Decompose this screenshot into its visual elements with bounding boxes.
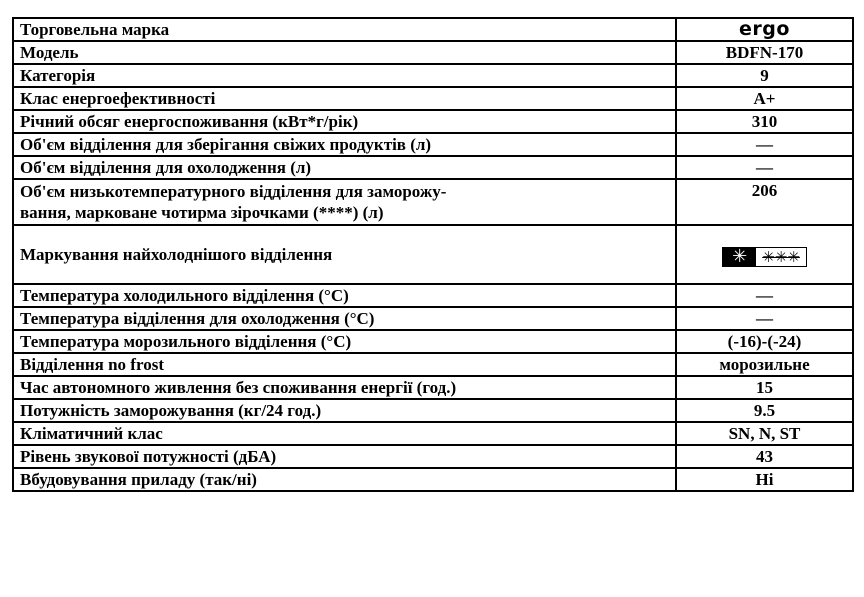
row-value: — [676,156,853,179]
row-value: — [676,307,853,330]
frozen-volume-label [13,179,676,225]
row-label: Температура холодильного відділення (°C) [13,284,676,307]
row-value: 9 [676,64,853,87]
ergo-logo: ergo [739,18,790,40]
row-label: Температура морозильного відділення (°C) [13,330,676,353]
table-row [13,41,853,64]
row-label: Потужність заморожування (кг/24 год.) [13,399,676,422]
row-label: Об'єм відділення для зберігання свіжих продуктів (л) [13,133,676,156]
row-label: Температура відділення для охолодження (°C) [13,307,676,330]
row-label: Клас енергоефективності [13,87,676,110]
table-row [13,353,853,376]
row-value: 9.5 [676,399,853,422]
table-row [13,399,853,422]
row-value: — [676,284,853,307]
table-row [13,225,853,284]
table-row [13,284,853,307]
table-row [13,468,853,491]
frozen-volume-label-line1: Об'єм низькотемпературного відділення для заморожу- [20,182,447,201]
row-value: (-16)-(-24) [676,330,853,353]
row-label: Об'єм відділення для охолодження (л) [13,156,676,179]
coldest-mark-value [676,225,853,284]
table-row [13,133,853,156]
frozen-volume-value: 206 [676,179,853,225]
table-row [13,87,853,110]
row-value: Ні [676,468,853,491]
row-value: A+ [676,87,853,110]
row-label: Річний обсяг енергоспоживання (кВт*г/рік) [13,110,676,133]
star-icon: ✳ [723,248,756,266]
table-row [13,376,853,399]
table-row [13,307,853,330]
row-label: Рівень звукової потужності (дБА) [13,445,676,468]
row-label: Кліматичний клас [13,422,676,445]
row-value: морозильне [676,353,853,376]
triple-star-icon: ✳✳✳ [756,248,806,266]
row-value: BDFN-170 [676,41,853,64]
row-value: 43 [676,445,853,468]
coldest-mark-label: Маркування найхолоднішого відділення [13,225,676,284]
table-row [13,445,853,468]
row-value: 15 [676,376,853,399]
row-label: Відділення no frost [13,353,676,376]
table-row [13,330,853,353]
table-row [13,179,853,225]
row-label: Категорія [13,64,676,87]
frozen-volume-label-line2: вання, марковане чотирма зірочками (****) (л) [20,203,384,222]
table-row [13,156,853,179]
row-value: SN, N, ST [676,422,853,445]
table-row [13,64,853,87]
table-row [13,18,853,41]
row-label: Вбудовування приладу (так/ні) [13,468,676,491]
table-row [13,422,853,445]
row-value: 310 [676,110,853,133]
brand-logo [676,18,853,41]
row-value: — [676,133,853,156]
row-label: Час автономного живлення без споживання енергії (год.) [13,376,676,399]
table-row [13,110,853,133]
row-label: Модель [13,41,676,64]
star-rating-mark [722,247,807,267]
spec-table [12,17,854,492]
brand-label: Торговельна марка [13,18,676,41]
